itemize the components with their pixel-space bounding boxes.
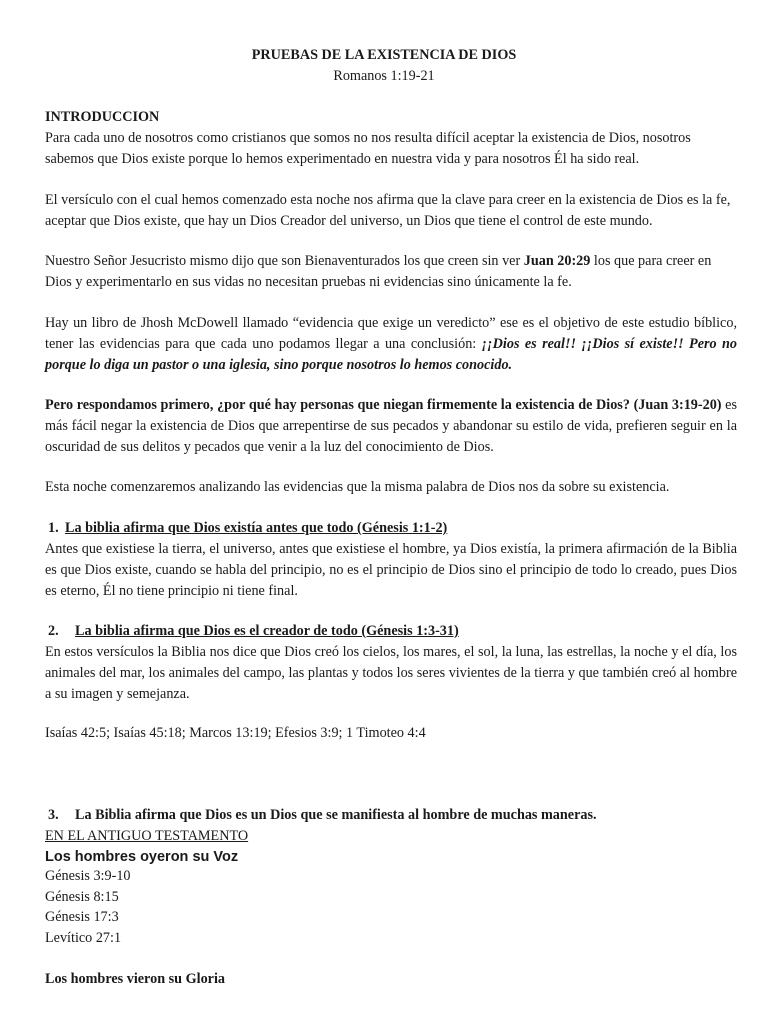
voice-heading: Los hombres oyeron su Voz	[45, 849, 239, 865]
glory-heading: Los hombres vieron su Gloria	[45, 971, 225, 987]
intro-paragraph-6: Esta noche comenzaremos analizando las evidencias que la misma palabra de Dios nos da sobre su existencia.	[45, 479, 670, 495]
intro-paragraph-3-text-b: los que para creer en Dios y experimentarlo en sus vidas no necesitan pruebas ni evidencias sino únicamente la fe.	[45, 253, 712, 290]
scripture-reference: Juan 20:29	[523, 253, 591, 269]
intro-paragraph-5-text: es más fácil negar la existencia de Dios que arrepentirse de sus pecados y abandonar su estilo de vida, prefieren seguir en la oscuridad de sus delitos y pecados que venir a la luz del conocimiento de Dios.	[45, 397, 738, 455]
intro-paragraph-3-text-a: Nuestro Señor Jesucristo mismo dijo que son Bienaventurados los que creen sin ver	[45, 253, 524, 269]
section-2-body: En estos versículos la Biblia nos dice que Dios creó los cielos, los mares, el sol, la luna, las estrellas, la noche y el día, los animales del mar, los animales del campo, las plantas y todos los seres vivientes de la tierra y que también creó al hombre a su imagen y semejanza.	[45, 644, 737, 702]
intro-paragraph-4	[45, 313, 737, 375]
intro-paragraph-5-question: Pero respondamos primero, ¿por qué hay personas que niegan firmemente la existencia de Dios? (Juan 3:19-20)	[45, 397, 722, 413]
section-1-body: Antes que existiese la tierra, el universo, antes que existiese el hombre, ya Dios existía, la primera afirmación de la Biblia es que Dios existe, cuando se habla del principio, no es el principio de Dios sino el principio de todo lo creado, pues Dios es eterno, Él no tiene principio ni tiene final.	[45, 541, 737, 599]
section-3-title: La Biblia afirma que Dios es un Dios que se manifiesta al hombre de muchas maneras.	[75, 807, 597, 823]
intro-paragraph-4-emphasis: ¡¡Dios es real!! ¡¡Dios sí existe!! Pero no porque lo diga un pastor o una iglesia, sino porque nosotros lo hemos conocido.	[45, 335, 737, 373]
intro-paragraph-4-text: Hay un libro de Jhosh McDowell llamado “evidencia que exige un veredicto” ese es el objetivo de este estudio bíblico, tener las evidencias para que cada uno podamos llegar a una conclusión:	[45, 315, 737, 352]
section-2-references: Isaías 42:5; Isaías 45:18; Marcos 13:19; Efesios 3:9; 1 Timoteo 4:4	[45, 725, 426, 741]
intro-paragraph-1: Para cada uno de nosotros como cristianos que somos no nos resulta difícil aceptar la existencia de Dios, nosotros sabemos que Dios existe porque lo hemos experimentado en nuestra vida y para nosotros Él ha sido real.	[45, 130, 691, 167]
section-3-heading	[45, 805, 737, 826]
old-testament-subheading: EN EL ANTIGUO TESTAMENTO	[45, 828, 249, 844]
document-subtitle: Romanos 1:19-21	[333, 68, 435, 84]
section-1-heading	[45, 518, 737, 539]
section-2-heading	[45, 621, 737, 642]
voice-reference-3: Génesis 17:3	[45, 909, 119, 925]
section-1-title: La biblia afirma que Dios existía antes que todo (Génesis 1:1-2)	[65, 520, 448, 536]
section-1-number: 1.	[48, 520, 59, 536]
intro-paragraph-3	[45, 251, 737, 293]
voice-reference-2: Génesis 8:15	[45, 889, 119, 905]
section-3-number: 3.	[48, 807, 59, 823]
document-title: PRUEBAS DE LA EXISTENCIA DE DIOS	[251, 47, 517, 63]
section-2-title: La biblia afirma que Dios es el creador de todo (Génesis 1:3-31)	[75, 623, 459, 639]
voice-reference-4: Levítico 27:1	[45, 930, 122, 946]
intro-heading: INTRODUCCION	[45, 109, 160, 125]
section-2-number: 2.	[48, 623, 59, 639]
intro-paragraph-2: El versículo con el cual hemos comenzado esta noche nos afirma que la clave para creer en la existencia de Dios es la fe, aceptar que Dios existe, que hay un Dios Creador del universo, un Dios que tiene el control de este mundo.	[45, 192, 731, 229]
voice-reference-1: Génesis 3:9-10	[45, 868, 131, 884]
intro-paragraph-5	[45, 395, 737, 457]
